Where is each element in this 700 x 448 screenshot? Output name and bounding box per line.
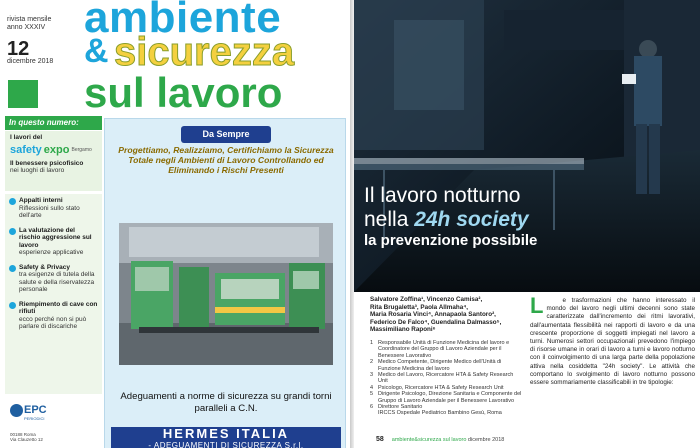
- masthead-ambiente: ambiente: [84, 0, 282, 42]
- affiliation: 5 Dirigente Psicologo, Direzione Sanitaria e Componente del Gruppo di Lavoro Aziendale per il Benessere Lavorativo: [370, 391, 522, 404]
- masthead-ampersand: &: [84, 32, 109, 70]
- bullet-icon: [9, 198, 16, 205]
- article-title-line1: Il lavoro notturno: [364, 184, 521, 207]
- page-footer: [376, 436, 504, 443]
- bullet-icon: [9, 265, 16, 272]
- bullet-icon: [9, 228, 16, 235]
- advertisement[interactable]: [104, 118, 346, 448]
- lathe-machine-photo: [119, 223, 333, 365]
- toc-item[interactable]: Riempimento di cave con rifiuti ecco perché non si può parlare di discariche: [9, 301, 98, 331]
- frequency: rivista mensile: [7, 16, 52, 23]
- article-authors: Salvatore Zoffina¹, Vincenzo Camisa², Rita Brugaletta³, Paola Allmaha⁴, Maria Rosaria Vinci⁴, Annapaola Santoro², Federico De Falco⁴, Guendalina Dalmasso⁵, Massimiliano Raponi⁶: [370, 296, 502, 334]
- brand-tagline: - ADEGUAMENTI DI SICUREZZA S.r.l.: [148, 441, 304, 448]
- cover-meta: [7, 16, 87, 32]
- dropcap: L: [530, 293, 544, 318]
- affiliation: 1 Responsabile Unità di Funzione Medicina del lavoro e Coordinatore del Gruppo di Lavoro Aziendale per il Benessere Lavorativo: [370, 340, 510, 359]
- inside-subline: nei luoghi di lavoro: [10, 167, 65, 174]
- inside-title: In questo numero:: [5, 116, 102, 130]
- masthead-sicurezza: sicurezza: [114, 30, 295, 74]
- publisher-address: 00188 Roma Via Clauzetto 12: [10, 432, 43, 442]
- brand-name: HERMES ITALIA: [162, 426, 290, 441]
- green-square-decoration: [8, 80, 38, 108]
- affiliation: 2 Medico Competente, Dirigente Medico dell'Unità di Funzione Medicina del lavoro: [370, 359, 502, 372]
- ad-caption: Adeguamenti a norme di sicurezza su grandi torni paralleli a C.N.: [120, 391, 332, 414]
- inside-headline: Il benessere psicofisico: [10, 159, 84, 167]
- issue-number: 12: [7, 38, 30, 60]
- table-of-contents: [5, 194, 102, 394]
- bullet-icon: [9, 302, 16, 309]
- masthead-sul-lavoro: sul lavoro: [84, 69, 283, 116]
- toc-item[interactable]: Safety & Privacy tra esigenze di tutela della salute e della riservatezza personale: [9, 264, 98, 294]
- affiliation: 3 Medico del Lavoro, Ricercatore HTA & Safety Research Unit: [370, 372, 514, 385]
- safety-expo-logo: safety expo Bergamo: [10, 144, 92, 157]
- article-title-line2: nella 24h society: [364, 208, 529, 231]
- article-body: L e trasformazioni che hanno interessato il mondo del lavoro negli ultimi decenni sono state caratterizzate dall'incremento dei ritmi lavorativi, dall'aumentata flessibilità nei rapporti di lavoro e da una crescente proporzione di soggetti impiegati nel lavoro a turni. Numerosi settori occupazionali prevedono l'impiego di risorse umane in orari di lavoro a turni e lavoro notturno con il coinvolgimento di una larga parte della popolazione attiva nella cosiddetta "24h society". Le attività che comportano lo svolgimento di lavoro notturno possono essere sommariamente classificabili in tre tipologie:: [530, 297, 695, 387]
- ad-claim: Progettiamo, Realizziamo, Certifichiamo la Sicurezza Totale negli Ambienti di Lavoro Controllando ed Eliminando i Rischi Presenti: [118, 145, 334, 175]
- year: anno XXXIV: [7, 24, 46, 31]
- issue-date: dicembre 2018: [7, 58, 54, 65]
- author-affiliations: [370, 340, 524, 417]
- article-subtitle: la prevenzione possibile: [364, 232, 538, 249]
- page-number: 58: [376, 436, 384, 443]
- publisher-logo: EPC PERIODICI: [10, 404, 55, 430]
- ad-brand: [111, 427, 341, 448]
- footer-date: dicembre 2018: [467, 437, 505, 443]
- footer-brand: ambiente&sicurezza sul lavoro: [391, 437, 467, 443]
- ad-tag: Da Sempre: [181, 126, 271, 143]
- toc-item[interactable]: Appalti interni Riflessioni sullo stato dell'arte: [9, 197, 98, 220]
- epc-mark-icon: [10, 404, 23, 417]
- hero-photo: [354, 0, 700, 292]
- inside-top-box: [5, 131, 102, 191]
- affiliation: 6 Direttore Sanitario: [370, 404, 423, 411]
- toc-item[interactable]: La valutazione del rischio aggressione sul lavoro esperienze applicative: [9, 227, 98, 257]
- article-page: [354, 0, 700, 448]
- affiliation: 4 Psicologo, Ricercatore HTA & Safety Research Unit: [370, 384, 504, 391]
- inside-kicker: I lavori del: [10, 134, 43, 141]
- affiliation: IRCCS Ospedale Pediatrico Bambino Gesù, Roma: [378, 410, 502, 417]
